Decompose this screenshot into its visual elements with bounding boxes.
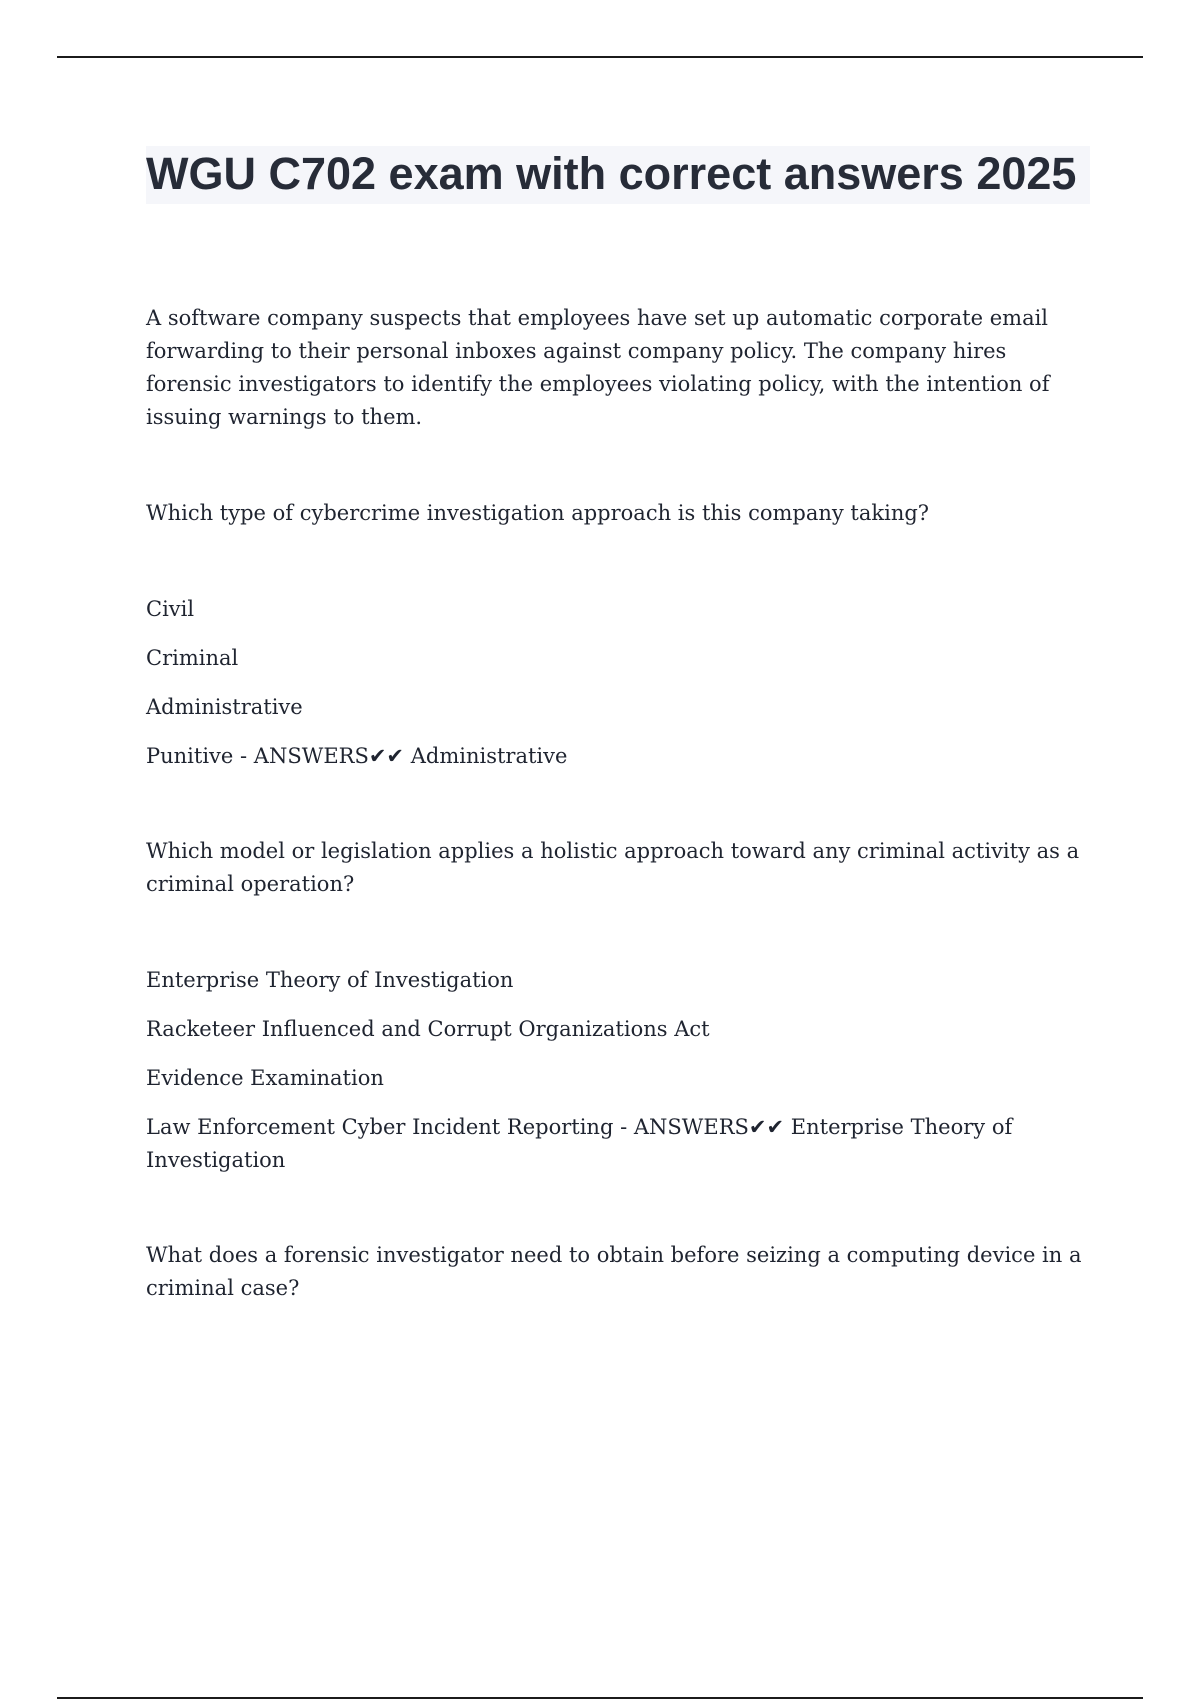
question-2-text: Which model or legislation applies a holistic approach toward any criminal activity as a criminal operation? [146,839,1080,896]
question-2-options [146,964,1090,1177]
question-2-option: Enterprise Theory of Investigation [146,968,514,992]
question-1-option: Administrative [146,695,303,719]
question-2-option: Evidence Examination [146,1066,384,1090]
answer-marker: - ANSWERS✔✔ [240,744,405,768]
title-block [146,146,1090,204]
question-2-option: Racketeer Influenced and Corrupt Organizations Act [146,1017,710,1041]
answer-marker: - ANSWERS✔✔ [620,1115,785,1139]
top-rule [57,56,1143,58]
document-body [146,146,1090,1305]
question-2-answer: Enterprise Theory of Investigation [146,1115,1013,1172]
question-1-scenario: A software company suspects that employees have set up automatic corporate email forwarding to their personal inboxes against company policy. The company hires forensic investigators to identify the employees violating policy, with the intention of issuing warnings to them. [146,306,1050,429]
question-1-option: Civil [146,597,195,621]
question-2-last-option-with-answer [146,1111,1090,1177]
question-1-text: Which type of cybercrime investigation approach is this company taking? [146,501,930,525]
document-title: WGU C702 exam with correct answers 2025 [146,148,1077,199]
question-1-option: Criminal [146,646,239,670]
question-3-text: What does a forensic investigator need to obtain before seizing a computing device in a criminal case? [146,1243,1082,1300]
question-2-option: Law Enforcement Cyber Incident Reporting [146,1115,614,1139]
question-1-option: Punitive [146,744,234,768]
question-1-answer: Administrative [410,744,568,768]
bottom-rule [57,1697,1143,1699]
question-1-last-option-with-answer [146,740,1090,773]
question-1-options [146,593,1090,773]
